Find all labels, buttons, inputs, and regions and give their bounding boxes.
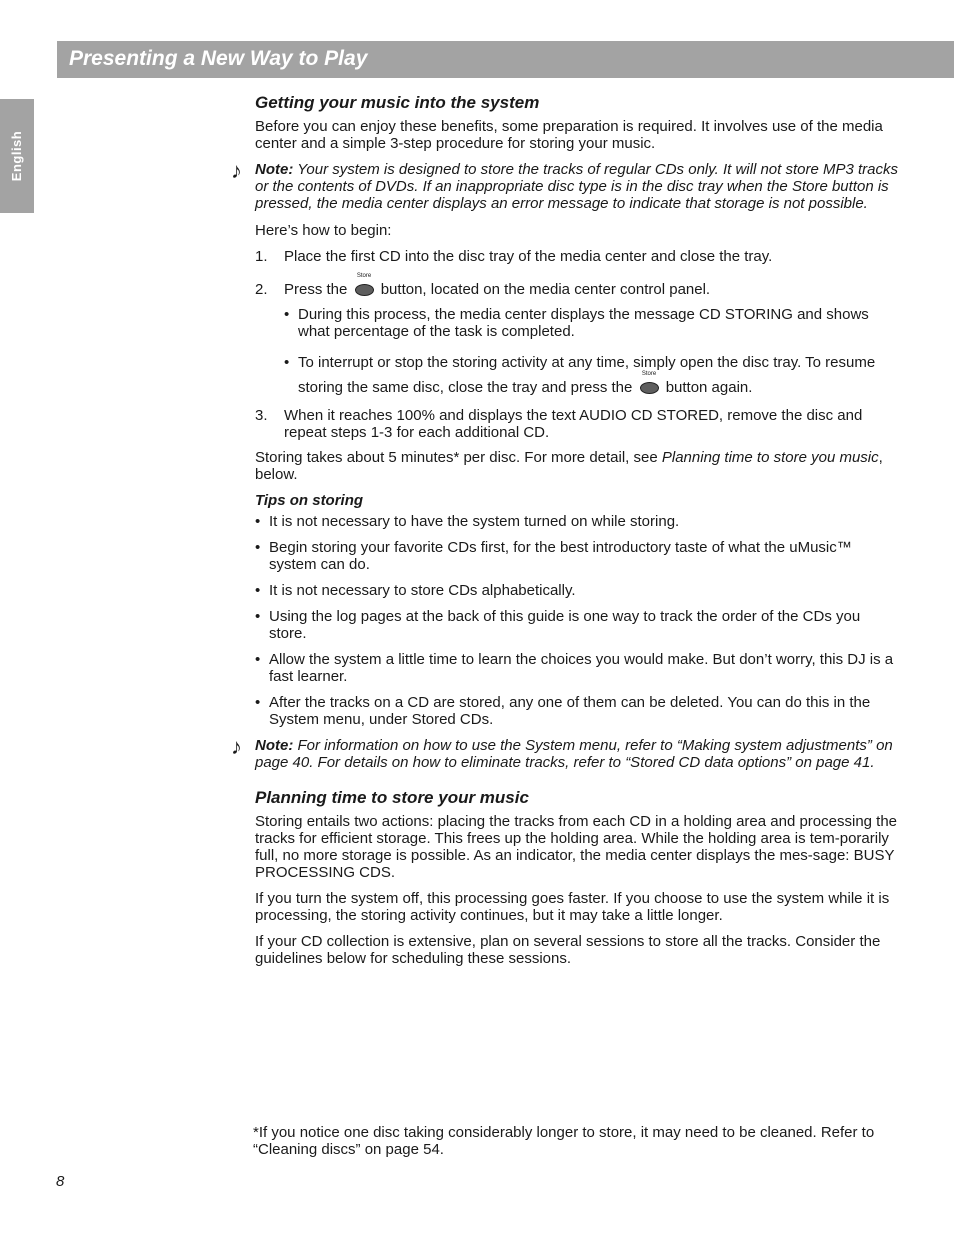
tip-text: Begin storing your favorite CDs first, for the best introductory taste of what the uMusic™ system can do. — [269, 539, 852, 573]
bullet-dot: • — [255, 513, 261, 530]
step-text-after: button, located on the media center control panel. — [380, 281, 711, 298]
tip-text: Allow the system a little time to learn the choices you would make. But don’t worry, this DJ is a fast learner. — [269, 651, 894, 685]
step-text-before: Press the — [284, 281, 348, 298]
step-2 — [255, 273, 900, 400]
step2-bullet-2 — [284, 350, 900, 400]
bullet-dot: • — [255, 539, 261, 556]
footnote: *If you notice one disc taking considerably longer to store, it may need to be cleaned. Refer to “Cleaning discs” on page 54. — [253, 1124, 875, 1158]
planning-paragraph: If you turn the system off, this processing goes faster. If you choose to use the system while it is processing, the storing activity continues, but it may take a little longer. — [255, 890, 890, 924]
planning-paragraph: If your CD collection is extensive, plan on several sessions to store all the tracks. Consider the guidelines below for scheduling these sessions. — [255, 933, 881, 967]
tip-item — [255, 539, 900, 573]
tip-item — [255, 608, 900, 642]
music-note-icon: ♪ — [231, 158, 242, 183]
main-content — [231, 93, 900, 967]
bullet-dot: • — [255, 651, 261, 668]
header-bar — [57, 41, 954, 78]
note-disc-types — [231, 158, 900, 212]
bullet-text-before: To interrupt or stop the storing activity at any time, simply open the disc tray. To resume storing the same disc, close the tray and press the — [298, 354, 876, 396]
tip-item — [255, 582, 900, 599]
language-tab — [0, 99, 34, 213]
note-label: Note: — [255, 161, 294, 178]
step-number: 3. — [255, 407, 268, 424]
page-number: 8 — [56, 1173, 65, 1190]
store-button-oval — [355, 284, 374, 296]
storing-time-link-title: Planning time to store you music — [661, 449, 879, 466]
planning-paragraph: Storing entails two actions: placing the tracks from each CD in a holding area and processing the tracks for efficient storage. This frees up the holding area. While the holding area is tem-porarily full, no more storage is possible. As an indicator, the media center displays the mes-sage: BUSY PROCESSING CDS. — [255, 813, 898, 881]
begin-text: Here’s how to begin: — [255, 222, 392, 239]
note-system-menu — [231, 734, 900, 771]
tip-text: After the tracks on a CD are stored, any one of them can be deleted. You can do this in the System menu, under Stored CDs. — [269, 694, 871, 728]
language-tab-label: English — [9, 130, 24, 182]
storing-time-after: , below. — [255, 449, 883, 483]
store-button-icon — [355, 273, 374, 296]
step2-bullet-1 — [284, 306, 900, 340]
step-1 — [255, 248, 900, 265]
step-number: 2. — [255, 281, 268, 298]
tips-heading: Tips on storing — [255, 492, 364, 509]
store-button-label: Store — [356, 273, 372, 279]
section-heading-getting-music: Getting your music into the system — [255, 93, 540, 112]
bullet-dot: • — [255, 582, 261, 599]
store-button-icon — [640, 371, 659, 394]
bullet-dot: • — [284, 306, 290, 323]
page-title: Presenting a New Way to Play — [69, 47, 368, 70]
bullet-dot: • — [255, 608, 261, 625]
tip-text: Using the log pages at the back of this guide is one way to track the order of the CDs you store. — [269, 608, 861, 642]
section-heading-planning-time: Planning time to store your music — [255, 788, 529, 807]
step-3 — [255, 407, 900, 441]
tip-text: It is not necessary to have the system turned on while storing. — [269, 513, 680, 530]
note-label: Note: — [255, 737, 294, 754]
store-button-label: Store — [641, 371, 657, 377]
step-text: Place the first CD into the disc tray of the media center and close the tray. — [284, 248, 773, 265]
tip-text: It is not necessary to store CDs alphabetically. — [269, 582, 576, 599]
tip-item — [255, 513, 900, 530]
music-note-icon: ♪ — [231, 734, 242, 759]
bullet-dot: • — [284, 354, 290, 371]
bullet-dot: • — [255, 694, 261, 711]
bullet-text: During this process, the media center displays the message CD STORING and shows what percentage of the task is completed. — [298, 306, 869, 340]
tip-item — [255, 651, 900, 685]
storing-time-paragraph — [255, 449, 900, 483]
step-number: 1. — [255, 248, 268, 265]
step-text: When it reaches 100% and displays the text AUDIO CD STORED, remove the disc and repeat steps 1-3 for each additional CD. — [284, 407, 863, 441]
storing-time-before: Storing takes about 5 minutes* per disc. For more detail, see — [255, 449, 662, 466]
intro-paragraph: Before you can enjoy these benefits, some preparation is required. It involves use of the media center and a simple 3-step procedure for storing your music. — [255, 118, 883, 152]
tip-item — [255, 694, 900, 728]
bullet-text-after: button again. — [665, 379, 753, 396]
note-text: For information on how to use the System menu, refer to “Making system adjustments” on page 40. For details on how to eliminate tracks, refer to “Stored CD data options” on page 41. — [255, 737, 893, 771]
store-button-oval — [640, 382, 659, 394]
note-text: Your system is designed to store the tracks of regular CDs only. It will not store MP3 tracks or the contents of DVDs. If an inappropriate disc type is in the disc tray when the Store button is pressed, the media center displays an error message to indicate that storage is not possible. — [255, 161, 899, 212]
